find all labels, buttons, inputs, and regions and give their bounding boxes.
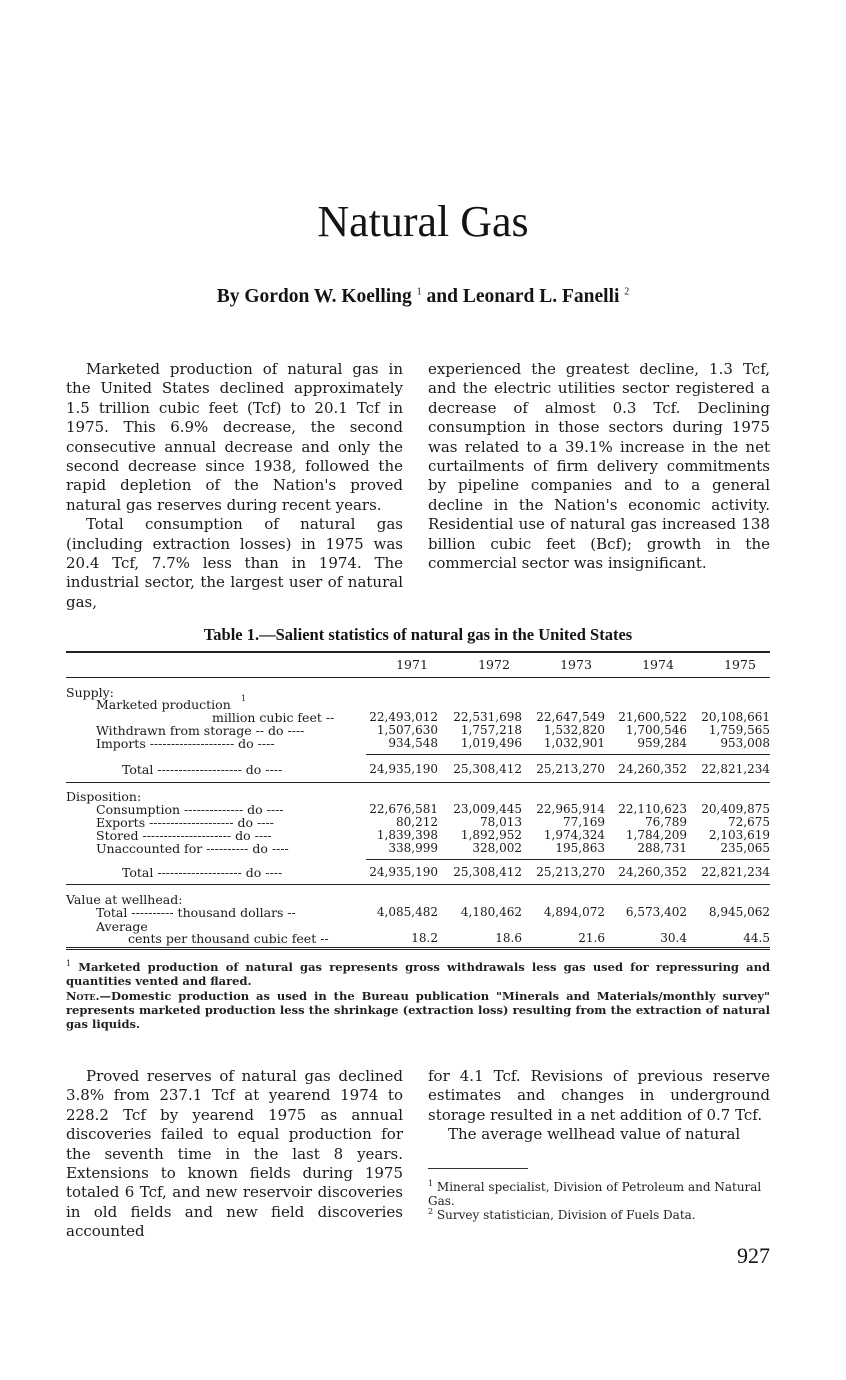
table-cell: 22,676,581	[369, 802, 438, 816]
row-label: Average	[96, 919, 148, 934]
table-cell: 8,945,062	[708, 905, 770, 919]
table-cell: 1,974,324	[543, 828, 605, 842]
table-cell: 22,965,914	[536, 802, 605, 816]
table-cell: 23,009,445	[453, 802, 522, 816]
year-header: 1974	[642, 657, 674, 672]
footnote-text: Mineral specialist, Division of Petroleum and Natural Gas.	[428, 1180, 762, 1208]
table-cell: 1,700,546	[625, 723, 687, 737]
table-cell: 21.6	[578, 931, 605, 945]
row-label: Total ---------- thousand dollars --	[96, 905, 296, 920]
table-cell: 72,675	[728, 815, 770, 829]
table-row	[66, 828, 770, 842]
table-cell: 22,531,698	[453, 710, 522, 724]
year-header: 1971	[396, 657, 428, 672]
table-cell: 4,085,482	[376, 905, 438, 919]
header-rule	[66, 677, 770, 678]
table-cell: 1,019,496	[460, 736, 522, 750]
footnote-marker: 1	[66, 959, 72, 968]
table-footnote-1	[66, 957, 770, 988]
page-number: 927	[737, 1243, 770, 1268]
table-cell: 328,002	[472, 841, 522, 855]
subtotal-rule	[366, 754, 770, 755]
table-cell: 76,789	[645, 815, 687, 829]
body-column-left	[66, 1067, 403, 1242]
row-label: Marketed production	[96, 697, 231, 712]
table-cell: 195,863	[555, 841, 605, 855]
year-header: 1973	[560, 657, 592, 672]
section-rule	[66, 884, 770, 885]
intro-column-right	[428, 360, 770, 573]
table-cell: 1,532,820	[543, 723, 605, 737]
table-row	[66, 694, 770, 712]
table-cell: 1,892,952	[460, 828, 522, 842]
note-text: —Domestic production as used in the Bureau publication "Minerals and Materials/monthly survey" represents marketed production less the shrinkage (extraction loss) resulting from the extraction of natural gas liquids.	[66, 989, 770, 1031]
table-cell: 235,065	[720, 841, 770, 855]
table-cell: 20,108,661	[701, 710, 770, 724]
table-cell: 22,821,234	[701, 762, 770, 776]
table-row	[66, 865, 770, 879]
table-row	[66, 841, 770, 855]
row-unit: million cubic feet --	[212, 710, 335, 725]
table-cell: 934,548	[388, 736, 438, 750]
author-1: By Gordon W. Koelling	[216, 286, 412, 307]
table-cell: 288,731	[637, 841, 687, 855]
table-cell: 338,999	[388, 841, 438, 855]
table-cell: 1,839,398	[376, 828, 438, 842]
table-row	[66, 931, 770, 945]
table-cell: 22,493,012	[369, 710, 438, 724]
table-cell: 1,507,630	[376, 723, 438, 737]
table-row	[66, 802, 770, 816]
footnote-marker: 2	[428, 1207, 434, 1216]
table-header-row	[66, 657, 770, 673]
table-cell: 22,821,234	[701, 865, 770, 879]
section-heading: Disposition:	[66, 789, 142, 804]
body-paragraph-2: The average wellhead value of natural	[448, 1125, 741, 1144]
table-cell: 77,169	[563, 815, 605, 829]
section-heading: Value at wellhead:	[66, 892, 183, 907]
footnote-marker: 1	[428, 1179, 434, 1188]
intro-column-left	[66, 360, 403, 612]
table-cell: 21,600,522	[618, 710, 687, 724]
table-cell: 24,260,352	[618, 762, 687, 776]
table-cell: 1,759,565	[708, 723, 770, 737]
table-row	[66, 762, 770, 776]
table-cell: 24,260,352	[618, 865, 687, 879]
table-row	[66, 815, 770, 829]
table-cell: 22,647,549	[536, 710, 605, 724]
intro-paragraph-1: Marketed production of natural gas in the United States declined approximately 1.5 trillion cubic feet (Tcf) to 20.1 Tcf in 1975. This 6.9% decrease, the second consecutive annual decrease and only the second decrease since 1938, followed the rapid depletion of the Nation's proved natural gas reserves during recent years.	[66, 360, 403, 514]
table-cell: 18.2	[411, 931, 438, 945]
table-row	[66, 905, 770, 919]
author-2-footnote-ref: 2	[624, 286, 630, 298]
table-cell: 4,180,462	[460, 905, 522, 919]
table-cell: 22,110,623	[618, 802, 687, 816]
row-label: Stored --------------------- do ----	[96, 828, 272, 843]
table-cell: 25,213,270	[536, 762, 605, 776]
table-cell: 30.4	[660, 931, 687, 945]
byline	[0, 286, 846, 308]
body-column-right	[428, 1067, 770, 1145]
page-title: Natural Gas	[317, 197, 529, 246]
body-paragraph-1-continued: for 4.1 Tcf. Revisions of previous reserve estimates and changes in underground storage resulted in a net addition of 0.7 Tcf.	[428, 1067, 770, 1124]
table-row	[66, 736, 770, 750]
footnote-text: Marketed production of natural gas represents gross withdrawals less gas used for repressuring and quantities vented and flared.	[66, 959, 770, 988]
author-2: and Leonard L. Fanelli	[426, 286, 620, 307]
table-cell: 953,008	[720, 736, 770, 750]
table-cell: 25,308,412	[453, 865, 522, 879]
table-cell: 20,409,875	[701, 802, 770, 816]
table-cell: 2,103,619	[708, 828, 770, 842]
row-label: Unaccounted for ---------- do ----	[96, 841, 289, 856]
intro-paragraph-2: Total consumption of natural gas (including extraction losses) in 1975 was 20.4 Tcf, 7.7% less than in 1974. The industrial sector, the largest user of natural gas,	[66, 515, 403, 611]
table-cell: 24,935,190	[369, 762, 438, 776]
table-row	[66, 789, 770, 803]
table-row	[66, 723, 770, 737]
row-unit: cents per thousand cubic feet --	[128, 931, 329, 946]
section-heading: Supply:	[66, 685, 114, 700]
table-cell: 1,032,901	[543, 736, 605, 750]
row-label: Total -------------------- do ----	[122, 865, 283, 880]
table-row	[66, 710, 770, 724]
row-label: Total -------------------- do ----	[122, 762, 283, 777]
row-label: Exports -------------------- do ----	[96, 815, 274, 830]
table-cell: 80,212	[396, 815, 438, 829]
table-cell: 78,013	[480, 815, 522, 829]
table-cell: 25,213,270	[536, 865, 605, 879]
table-cell: 959,284	[637, 736, 687, 750]
table-cell: 4,894,072	[543, 905, 605, 919]
table-row	[66, 892, 770, 906]
table-cell: 25,308,412	[453, 762, 522, 776]
subtotal-rule	[366, 859, 770, 860]
table-bottom-rule	[66, 947, 770, 950]
section-rule	[66, 782, 770, 783]
table-cell: 24,935,190	[369, 865, 438, 879]
footnote-ref: 1	[241, 694, 247, 703]
author-footnote-2	[428, 1205, 770, 1222]
table-title: Table 1.—Salient statistics of natural gas in the United States	[203, 625, 633, 644]
table-top-rule	[66, 651, 770, 653]
table-cell: 1,784,209	[625, 828, 687, 842]
table-cell: 44.5	[743, 931, 770, 945]
table-cell: 18.6	[495, 931, 522, 945]
footnote-text: Survey statistician, Division of Fuels Data.	[436, 1208, 696, 1222]
row-label: Imports -------------------- do ----	[96, 736, 275, 751]
table-cell: 1,757,218	[460, 723, 522, 737]
note-label: Note.	[66, 989, 100, 1003]
year-header: 1972	[478, 657, 510, 672]
row-label: Withdrawn from storage -- do ----	[96, 723, 305, 738]
footnote-separator	[428, 1168, 528, 1169]
table-cell: 6,573,402	[625, 905, 687, 919]
author-1-footnote-ref: 1	[416, 286, 422, 298]
author-footnote-1	[428, 1177, 770, 1208]
intro-paragraph-2-continued: experienced the greatest decline, 1.3 Tcf, and the electric utilities sector registered a decrease of almost 0.3 Tcf. Declining consumption in those sectors during 1975 was related to a 39.1% increase in the net curtailments of firm delivery commitments by pipeline companies and to a general decline in the Nation's economic activity. Residential use of natural gas increased 138 billion cubic feet (Bcf); growth in the commercial sector was insignificant.	[428, 360, 770, 573]
year-header: 1975	[724, 657, 756, 672]
body-paragraph-1: Proved reserves of natural gas declined 3.8% from 237.1 Tcf at yearend 1974 to 228.2 Tcf by yearend 1975 as annual discoveries failed to equal production for the seventh time in the last 8 years. Extensions to known fields during 1975 totaled 6 Tcf, and new reservoir discoveries in old fields and new field discoveries accounted	[66, 1067, 403, 1241]
table-note	[66, 989, 770, 1031]
row-label: Consumption -------------- do ----	[96, 802, 284, 817]
